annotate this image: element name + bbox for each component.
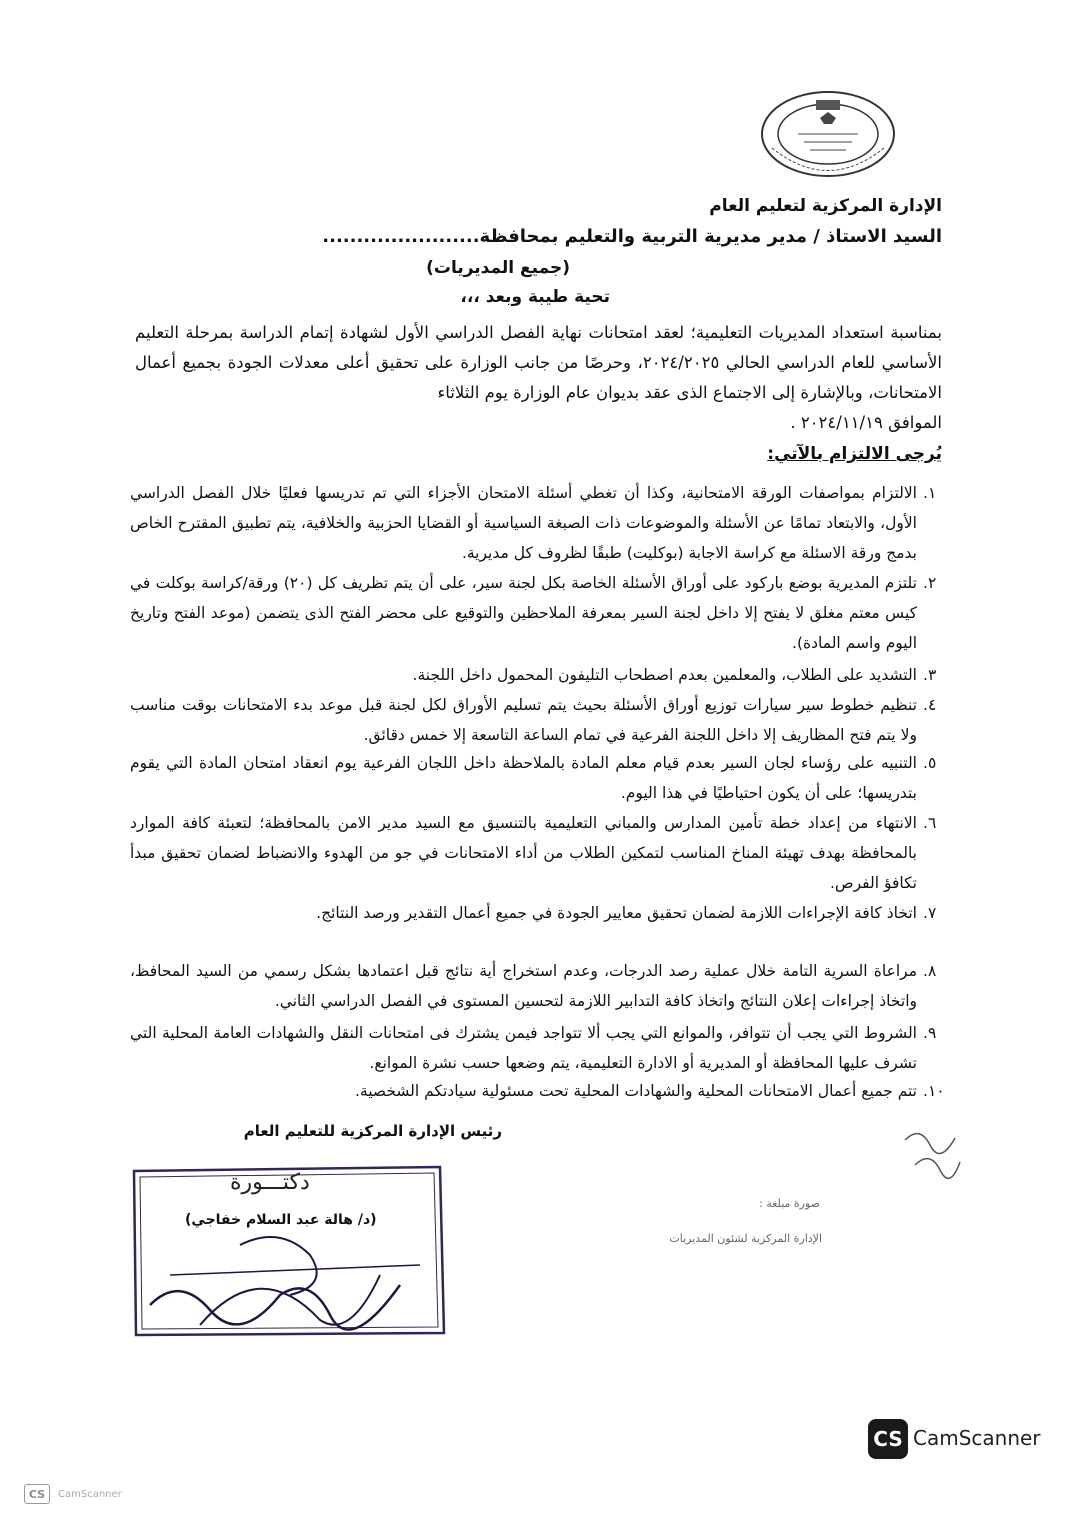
list-item xyxy=(130,898,947,956)
item-number: ٢. xyxy=(923,574,937,592)
item-text: الالتزام بمواصفات الورقة الامتحانية، وكذا أن تغطي أسئلة الامتحان الأجزاء التي تم تدريسها فعليًا خلال الفصل الدراسي الأول، والابتعاد تمامًا عن الأسئلة والموضوعات ذات الصبغة السياسية أو القضايا الحزبية والخلافية، يتم تطبيق المقترح الخاص بدمج ورقة الاسئلة مع كراسة الاجابة (بوكليت) طبقًا لظروف كل مديرية. xyxy=(130,484,917,562)
list-item xyxy=(130,956,947,1018)
footer-app-name: CamScanner xyxy=(58,1488,122,1500)
instructions-list xyxy=(130,478,947,1106)
item-text: تتم جميع أعمال الامتحانات المحلية والشهادات المحلية تحت مسئولية سيادتكم الشخصية. xyxy=(354,1082,917,1100)
copy-note-department: الإدارة المركزية لشئون المديريات xyxy=(669,1232,822,1245)
list-item xyxy=(130,1076,947,1106)
item-text: اتخاذ كافة الإجراءات اللازمة لضمان تحقيق معايير الجودة في جميع أعمال التقدير ورصد النتائج. xyxy=(316,904,917,922)
item-number: ٦. xyxy=(923,814,937,832)
item-number: ٩. xyxy=(923,1024,937,1042)
item-text: تلتزم المديرية بوضع باركود على أوراق الأسئلة الخاصة بكل لجنة سير، على أن يتم تظريف كل (٢٠) ورقة/كراسة بوكلت في كيس معتم مغلق لا يفتح إلا داخل لجنة السير بمعرفة الملاحظين والتوقيع على محضر الفتح الذى يتضمن (موعد الفتح وتاريخ اليوم واسم المادة). xyxy=(130,574,917,652)
item-number: ٨. xyxy=(923,962,937,980)
item-text: الشروط التي يجب أن تتوافر، والموانع التي يجب ألا تتواجد فيمن يشترك فى امتحانات النقل والشهادات العامة المحلية التي تشرف عليها المحافظة أو المديرية أو الادارة التعليمية، يتم وضعها حسب نشرة الموانع. xyxy=(130,1024,917,1072)
item-text: تنظيم خطوط سير سيارات توزيع أوراق الأسئلة بحيث يتم تسليم الأوراق لكل لجنة قبل موعد بدء الامتحانات بوقت مناسب ولا يتم فتح المظاريف إلا داخل اللجنة الفرعية في تمام الساعة التاسعة إلا خمس دقائق. xyxy=(130,696,917,744)
item-text: التشديد على الطلاب، والمعلمين بعدم اصطحاب التليفون المحمول داخل اللجنة. xyxy=(412,666,917,684)
signatory-name: (د/ هالة عبد السلام خفاجي) xyxy=(185,1212,377,1228)
item-number: ٧. xyxy=(923,904,937,922)
ministry-seal-logo xyxy=(758,88,898,180)
item-number: ١. xyxy=(923,484,937,502)
item-number: ٣. xyxy=(923,666,937,684)
item-text: الانتهاء من إعداد خطة تأمين المدارس والمباني التعليمية بالتنسيق مع السيد مدير الامن بالمحافظة؛ لتعبئة كافة الموارد بالمحافظة بهدف تهيئة المناخ المناسب لتمكين الطلاب من أداء الامتحانات في جو من الهدوء والانضباط لضمان تحقيق مبدأ تكافؤ الفرص. xyxy=(130,814,917,892)
department-heading: الإدارة المركزية لتعليم العام xyxy=(709,196,942,216)
stamp-title: دكتـــورة xyxy=(230,1170,310,1195)
margin-handwriting xyxy=(895,1120,965,1190)
list-item xyxy=(130,748,947,808)
signatory-title: رئيس الإدارة المركزية للتعليم العام xyxy=(243,1122,502,1140)
intro-paragraph xyxy=(135,318,942,438)
intro-date: الموافق ٢٠٢٤/١١/١٩ . xyxy=(790,413,942,432)
list-item xyxy=(130,690,947,748)
item-text: التنبيه على رؤساء لجان السير بعدم قيام معلم المادة بالملاحظة داخل اللجان الفرعية يوم انعقاد امتحان المادة التي يقوم بتدريسها؛ على أن يكون احتياطيًا في هذا اليوم. xyxy=(130,754,917,802)
item-number: ١٠. xyxy=(923,1082,945,1100)
camscanner-logo-icon: CS xyxy=(868,1419,908,1459)
please-comply-heading: يُرجى الالتزام بالآتي: xyxy=(767,444,942,464)
intro-text: بمناسبة استعداد المديريات التعليمية؛ لعقد امتحانات نهاية الفصل الدراسي الأول لشهادة إتمام الدراسة بمرحلة التعليم الأساسي للعام الدراسي الحالي ٢٠٢٤/٢٠٢٥، وحرصًا من جانب الوزارة على تحقيق أعلى معدلات الجودة بجميع أعمال الامتحانات، وبالإشارة إلى الاجتماع الذى عقد بديوان عام الوزارة يوم الثلاثاء xyxy=(135,323,942,402)
camscanner-small-icon: CS xyxy=(24,1484,50,1504)
footer-watermark xyxy=(24,1482,122,1506)
list-item xyxy=(130,808,947,898)
addressee-line: السيد الاستاذ / مدير مديرية التربية والتعليم بمحافظة....................... xyxy=(322,226,942,247)
list-item xyxy=(130,1018,947,1076)
all-directorates-label: (جميع المديريات) xyxy=(426,258,570,278)
item-number: ٥. xyxy=(923,754,937,772)
greeting-line: تحية طيبة وبعد ،،، xyxy=(460,287,610,307)
item-number: ٤. xyxy=(923,696,937,714)
item-text: مراعاة السرية التامة خلال عملية رصد الدرجات، وعدم استخراج أية نتائج قبل اعتمادها بشكل رسمي من السيد المحافظ، واتخاذ إجراءات إعلان النتائج واتخاذ كافة التدابير اللازمة لتحسين المستوى في الفصل الدراسي الثاني. xyxy=(130,962,917,1010)
list-item xyxy=(130,568,947,660)
list-item xyxy=(130,478,947,568)
handwritten-signature xyxy=(140,1215,440,1335)
list-item xyxy=(130,660,947,690)
camscanner-watermark: CamScanner xyxy=(913,1426,1041,1450)
copy-note-label: صورة مبلغة : xyxy=(759,1197,820,1210)
